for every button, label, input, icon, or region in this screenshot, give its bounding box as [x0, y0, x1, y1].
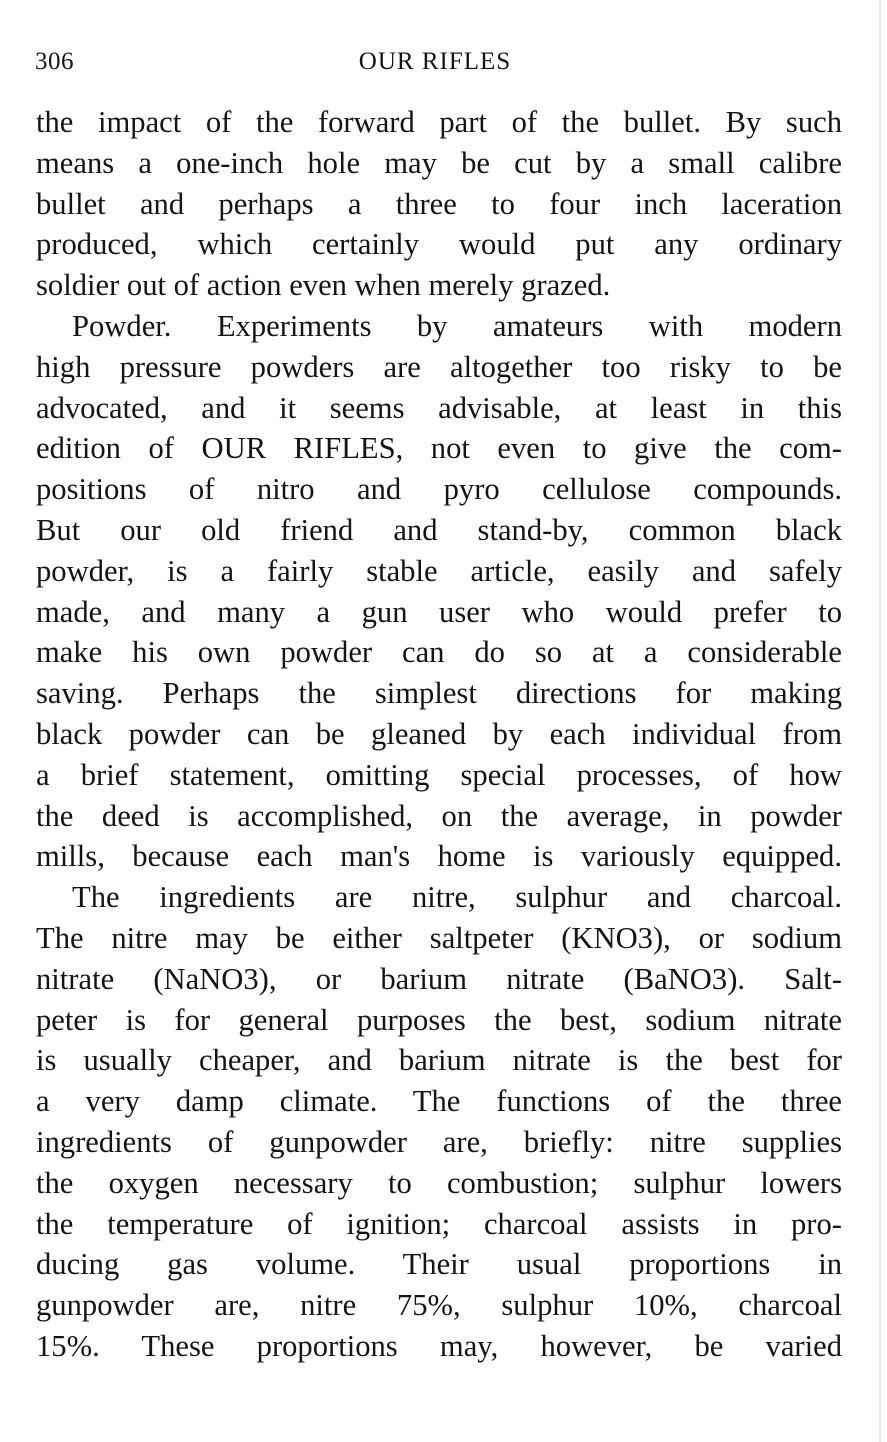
text-line: black powder can be gleaned by each individual from — [36, 716, 842, 751]
text-line: made, and many a gun user who would prefer to — [36, 594, 842, 629]
body-text — [36, 102, 842, 1367]
text-line: make his own powder can do so at a considerable — [36, 635, 842, 670]
text-line: peter is for general purposes the best, sodium nitrate — [36, 1002, 842, 1037]
text-line: ingredients of gunpowder are, briefly: nitre supplies — [36, 1124, 842, 1159]
text-line: the deed is accomplished, on the average, in powder — [36, 798, 842, 833]
text-line: Powder. Experiments by amateurs with modern — [72, 308, 842, 343]
text-line: advocated, and it seems advisable, at least in this — [36, 390, 842, 425]
page-header — [35, 44, 835, 80]
text-line: gunpowder are, nitre 75%, sulphur 10%, charcoal — [36, 1288, 842, 1323]
text-line: produced, which certainly would put any ordinary — [36, 227, 842, 262]
text-line: The ingredients are nitre, sulphur and charcoal. — [72, 880, 842, 915]
text-line: The nitre may be either saltpeter (KNO3), or sodium — [36, 920, 842, 955]
text-line: bullet and perhaps a three to four inch laceration — [36, 186, 842, 221]
text-line: saving. Perhaps the simplest directions for making — [36, 676, 842, 711]
text-line: the impact of the forward part of the bullet. By such — [36, 105, 842, 139]
text-line: the temperature of ignition; charcoal assists in pro- — [36, 1206, 842, 1241]
text-line: soldier out of action even when merely grazed. — [36, 268, 611, 303]
text-line: the oxygen necessary to combustion; sulphur lowers — [36, 1165, 842, 1200]
text-line: is usually cheaper, and barium nitrate is the best for — [36, 1043, 842, 1078]
text-line: means a one-inch hole may be cut by a small calibre — [36, 145, 842, 180]
text-line: nitrate (NaNO3), or barium nitrate (BaNO3). Salt- — [36, 961, 842, 996]
text-line: powder, is a fairly stable article, easily and safely — [36, 553, 842, 588]
text-line: 15%. These proportions may, however, be varied — [36, 1328, 842, 1363]
text-line: positions of nitro and pyro cellulose compounds. — [36, 472, 842, 507]
text-line: a very damp climate. The functions of the three — [36, 1084, 842, 1119]
text-line: high pressure powders are altogether too risky to be — [36, 349, 842, 384]
text-line: a brief statement, omitting special processes, of how — [36, 757, 842, 792]
running-title: OUR RIFLES — [358, 48, 512, 75]
text-line: But our old friend and stand-by, common black — [36, 512, 842, 547]
page-edge — [879, 0, 881, 1442]
text-line: mills, because each man's home is variously equipped. — [36, 839, 842, 874]
text-line: edition of OUR RIFLES, not even to give the com- — [36, 431, 842, 466]
text-line: ducing gas volume. Their usual proportions in — [36, 1247, 842, 1282]
page-number: 306 — [35, 48, 74, 75]
